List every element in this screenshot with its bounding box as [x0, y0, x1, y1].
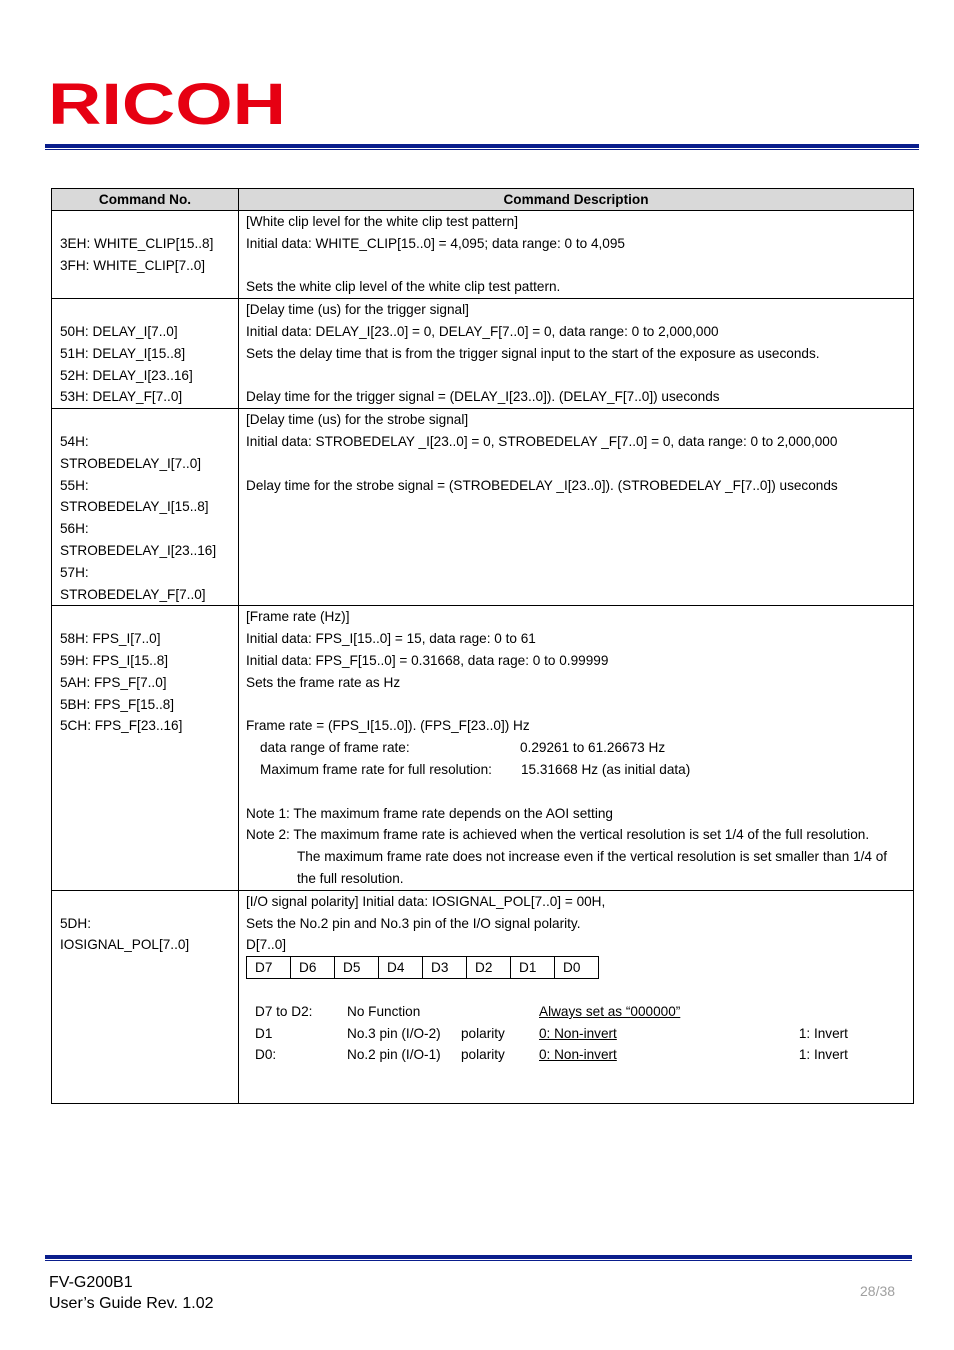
bit-cell: D4	[379, 957, 423, 979]
bit-name: D7 to D2:	[255, 1003, 313, 1019]
command-line: STROBEDELAY_F[7..0]	[60, 586, 206, 602]
command-line: 51H: DELAY_I[15..8]	[60, 345, 186, 361]
command-line: STROBEDELAY_I[7..0]	[60, 455, 202, 471]
bit-cell: D0	[555, 957, 599, 979]
command-line: STROBEDELAY_I[15..8]	[60, 499, 209, 515]
footer-rule-thin	[45, 1260, 912, 1261]
description-cell	[239, 890, 914, 1103]
max-frame-label: Maximum frame rate for full resolution:	[260, 761, 492, 777]
header-command-description: Command Description	[239, 189, 914, 211]
command-line: 54H:	[60, 433, 89, 449]
desc-line: Initial data: FPS_F[15..0] = 0.31668, data rage: 0 to 0.99999	[246, 652, 609, 668]
max-frame-value: 15.31668 Hz (as initial data)	[521, 761, 691, 777]
command-line: 53H: DELAY_F[7..0]	[60, 389, 183, 405]
command-line: IOSIGNAL_POL[7..0]	[60, 937, 190, 953]
command-line: 5DH:	[60, 915, 91, 931]
command-line: 3EH: WHITE_CLIP[15..8]	[60, 235, 214, 251]
command-line: STROBEDELAY_I[23..16]	[60, 542, 217, 558]
description-cell	[239, 211, 914, 299]
bit-value-0: 0: Non-invert	[539, 1047, 617, 1063]
command-line: 57H:	[60, 564, 89, 580]
bit-value-0: Always set as “000000”	[539, 1003, 681, 1019]
table-row	[52, 409, 914, 606]
desc-line: Initial data: FPS_I[15..0] = 15, data rage: 0 to 61	[246, 631, 536, 647]
command-line: 3FH: WHITE_CLIP[7..0]	[60, 257, 206, 273]
desc-line: [I/O signal polarity] Initial data: IOSIGNAL_POL[7..0] = 00H,	[246, 893, 606, 909]
footer-guide: User’s Guide Rev. 1.02	[49, 1295, 214, 1312]
bit-name: D0:	[255, 1047, 277, 1063]
bit-value-1: 1: Invert	[798, 1025, 848, 1041]
header-rule-thin	[45, 149, 919, 150]
command-cell	[52, 890, 239, 1103]
note-2-continued: The maximum frame rate does not increase even if the vertical resolution is set smaller than 1/4 of the full resolution.	[297, 849, 888, 886]
header-command-no: Command No.	[52, 189, 239, 211]
desc-line: Initial data: WHITE_CLIP[15..0] = 4,095; data range: 0 to 4,095	[246, 235, 625, 251]
command-cell	[52, 409, 239, 606]
command-line: 5AH: FPS_F[7..0]	[60, 674, 167, 690]
desc-line: [Delay time (us) for the trigger signal]	[246, 302, 469, 318]
desc-line: [Frame rate (Hz)]	[246, 609, 350, 625]
command-line: 58H: FPS_I[7..0]	[60, 631, 161, 647]
desc-line: Frame rate = (FPS_I[15..0]). (FPS_F[23..0]) Hz	[246, 718, 530, 734]
desc-line: Initial data: STROBEDELAY _I[23..0] = 0, STROBEDELAY _F[7..0] = 0, data range: 0 to 2,000,000	[246, 433, 838, 449]
command-line: 50H: DELAY_I[7..0]	[60, 323, 178, 339]
desc-line: D[7..0]	[246, 937, 287, 953]
bit-pin: No Function	[347, 1003, 421, 1019]
command-line: 5CH: FPS_F[23..16]	[60, 718, 183, 734]
bit-def-line	[246, 1001, 906, 1023]
command-cell	[52, 299, 239, 409]
svg-text:RICOH: RICOH	[48, 80, 286, 128]
bit-cell: D6	[291, 957, 335, 979]
bit-cell: D1	[511, 957, 555, 979]
command-line: 59H: FPS_I[15..8]	[60, 652, 169, 668]
bit-row	[247, 957, 599, 979]
bit-pin: No.3 pin (I/O-2)	[347, 1025, 441, 1041]
bit-name: D1	[255, 1025, 273, 1041]
table-row	[52, 299, 914, 409]
command-line: 56H:	[60, 521, 89, 537]
bit-value-1: 1: Invert	[798, 1047, 848, 1063]
command-cell	[52, 211, 239, 299]
description-cell	[239, 299, 914, 409]
table-row	[52, 890, 914, 1103]
max-frame-line	[246, 759, 906, 781]
bit-def-line	[246, 1044, 906, 1066]
bit-cell: D2	[467, 957, 511, 979]
desc-line: Sets the frame rate as Hz	[246, 674, 401, 690]
ricoh-logo	[48, 80, 288, 128]
bit-pin: No.2 pin (I/O-1)	[347, 1047, 441, 1063]
desc-line: Sets the white clip level of the white clip test pattern.	[246, 279, 561, 295]
footer-rule	[45, 1255, 912, 1259]
desc-line: Sets the No.2 pin and No.3 pin of the I/O signal polarity.	[246, 915, 581, 931]
command-line: 5BH: FPS_F[15..8]	[60, 696, 175, 712]
desc-line: Initial data: DELAY_I[23..0] = 0, DELAY_F[7..0] = 0, data range: 0 to 2,000,000	[246, 323, 719, 339]
footer-model: FV-G200B1	[49, 1274, 133, 1291]
frame-range-line	[246, 737, 906, 759]
command-cell	[52, 606, 239, 890]
desc-line: Delay time for the trigger signal = (DELAY_I[23..0]). (DELAY_F[7..0]) useconds	[246, 389, 720, 405]
command-line: 55H:	[60, 477, 89, 493]
note-2: Note 2: The maximum frame rate is achieved when the vertical resolution is set 1/4 of the full resolution.	[246, 827, 870, 843]
bit-table	[246, 956, 599, 979]
desc-line: [White clip level for the white clip test pattern]	[246, 214, 518, 229]
desc-line: Sets the delay time that is from the trigger signal input to the start of the exposure as useconds.	[246, 345, 820, 361]
header-rule	[45, 144, 919, 148]
desc-line: Delay time for the strobe signal = (STROBEDELAY _I[23..0]). (STROBEDELAY _F[7..0]) useconds	[246, 477, 838, 493]
frame-range-label: data range of frame rate:	[260, 740, 410, 756]
table-row	[52, 606, 914, 890]
desc-line: [Delay time (us) for the strobe signal]	[246, 412, 469, 428]
bit-value-0: 0: Non-invert	[539, 1025, 617, 1041]
bit-cell: D7	[247, 957, 291, 979]
table-header-row	[52, 189, 914, 211]
table-row	[52, 211, 914, 299]
description-cell	[239, 409, 914, 606]
page-number: 28/38	[860, 1283, 896, 1299]
frame-range-value: 0.29261 to 61.26673 Hz	[520, 740, 666, 756]
bit-polarity: polarity	[461, 1047, 505, 1063]
description-cell	[239, 606, 914, 890]
note-1: Note 1: The maximum frame rate depends on the AOI setting	[246, 805, 613, 821]
command-table	[51, 188, 914, 1104]
bit-cell: D3	[423, 957, 467, 979]
bit-def-line	[246, 1023, 906, 1045]
bit-polarity: polarity	[461, 1025, 505, 1041]
bit-cell: D5	[335, 957, 379, 979]
command-line: 52H: DELAY_I[23..16]	[60, 367, 193, 383]
